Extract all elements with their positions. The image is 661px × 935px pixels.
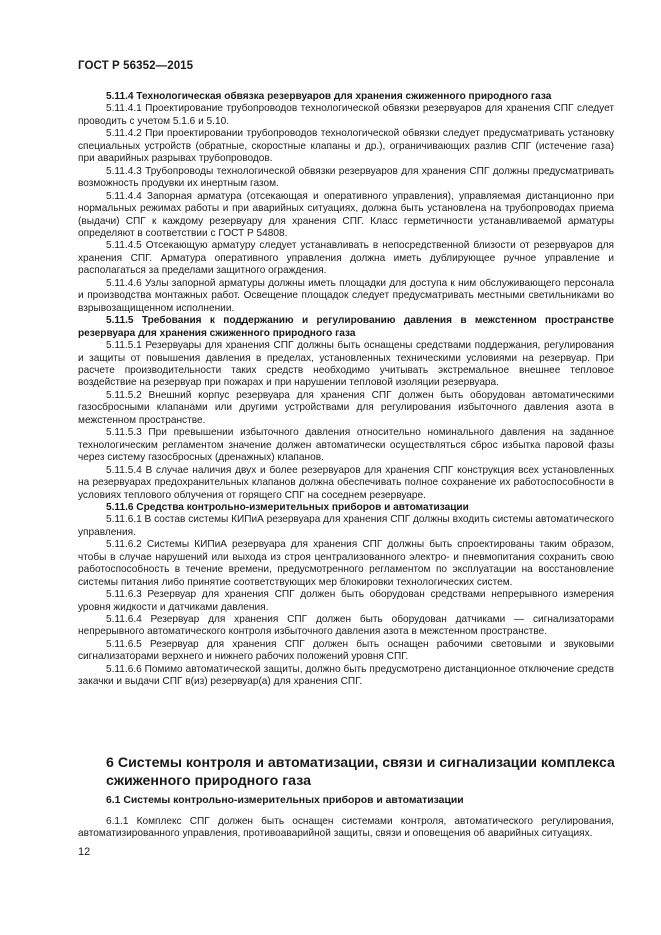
document-header: ГОСТ Р 56352—2015 bbox=[78, 60, 194, 72]
heading-5-11-4: 5.11.4 Технологическая обвязка резервуаров для хранения сжиженного природного газа bbox=[106, 91, 552, 102]
paragraph: 5.11.4.1 Проектирование трубопроводов технологической обвязки резервуаров для хранения СПГ следует проводить с учетом 5.1.6 и 5.10. bbox=[78, 103, 614, 127]
paragraph: 5.11.6.5 Резервуар для хранения СПГ должен быть оснащен рабочими световыми и звуковыми сигнализаторами верхнего и нижнего рабочих положений уровня СПГ. bbox=[78, 638, 614, 663]
paragraph: 5.11.4.3 Трубопроводы технологической обвязки резервуаров для хранения СПГ должны предусматривать возможность продувки их инертным газом. bbox=[78, 165, 614, 190]
paragraph: 5.11.5.2 Внешний корпус резервуара для хранения СПГ должен быть оборудован автоматическими газосбросными клапанами или другими устройствами для регулирования избыточного давления азота в межстенном пространстве. bbox=[78, 389, 614, 426]
paragraph: 5.11.6.6 Помимо автоматической защиты, должно быть предусмотрено дистанционное отключение средств закачки и выдачи СПГ в(из) резервуар(а) для хранения СПГ. bbox=[78, 663, 614, 688]
heading-5-11-5: 5.11.5 Требования к поддержанию и регулированию давления в межстенном пространстве резервуара для хранения сжиженного природного газа bbox=[78, 315, 614, 339]
page-number: 12 bbox=[78, 846, 91, 858]
document-body bbox=[78, 91, 614, 689]
paragraph: 5.11.6.2 Системы КИПиА резервуара для хранения СПГ должны быть спроектированы таким образом, чтобы в случае нарушений или выхода из строя централизованного электро- и пневмопитания сохранить свою работоспособность в течение времени, предусмотренного регламентом по эксплуатации на восстановление системы питания либо принятие соответствующих мер блокировки технологических систем. bbox=[78, 539, 614, 588]
paragraph: 5.11.6.1 В состав системы КИПиА резервуара для хранения СПГ должны входить системы автоматического управления. bbox=[78, 514, 614, 538]
paragraph: 5.11.5.3 При превышении избыточного давления относительно номинального давления на заданное технологическим регламентом значение должен автоматически осуществляться сброс избытка паровой фазы через систему газосбросных (дренажных) клапанов. bbox=[78, 427, 614, 464]
paragraph: 5.11.4.5 Отсекающую арматуру следует устанавливать в непосредственной близости от резервуаров для хранения СПГ. Арматура оперативного управления должна иметь дублирующее ручное управление и располагаться за пределами защитного ограждения. bbox=[78, 240, 614, 277]
heading-5-11-6: 5.11.6 Средства контрольно-измерительных приборов и автоматизации bbox=[106, 501, 469, 513]
paragraph: 5.11.4.6 Узлы запорной арматуры должны иметь площадки для доступа к ним обслуживающего персонала и производства монтажных работ. Освещение площадок следует предусматривать местными светильниками во взрывозащищенном исполнении. bbox=[78, 277, 614, 314]
paragraph: 5.11.5.4 В случае наличия двух и более резервуаров для хранения СПГ конструкция всех установленных на резервуарах предохранительных клапанов должна обеспечивать полное сохранение их работоспособности в условиях теплового облучения от горящего СПГ на соседнем резервуаре. bbox=[78, 464, 614, 501]
section-6-title: 6 Системы контроля и автоматизации, связи и сигнализации комплекса сжиженного природного газа bbox=[106, 755, 615, 789]
paragraph: 5.11.6.4 Резервуар для хранения СПГ должен быть оборудован датчиками — сигнализаторами непрерывного автоматического контроля избыточного давления азота в межстенном пространстве. bbox=[78, 614, 614, 638]
paragraph: 5.11.4.2 При проектировании трубопроводов технологической обвязки следует предусматривать установку специальных устройств (обратные, скоростные клапаны и др.), ограничивающих разлив СПГ (истечение газа) при аварийных разрывах трубопроводов. bbox=[78, 128, 614, 165]
paragraph: 5.11.5.1 Резервуары для хранения СПГ должны быть оснащены средствами поддержания, регулирования и защиты от повышения давления в пределах, установленных техническими условиями на резервуар. При расчете производительности таких средств необходимо учитывать экстремальное внешнее тепловое воздействие на резервуар при пожарах и при нарушении тепловой изоляции резервуара. bbox=[78, 340, 614, 389]
subsection-6-1-title: 6.1 Системы контрольно-измерительных приборов и автоматизации bbox=[106, 795, 464, 806]
paragraph: 5.11.4.4 Запорная арматура (отсекающая и оперативного управления), управляемая дистанционно при нормальных режимах работы и при аварийных ситуациях, должна быть установлена на трубопроводах приема (выдачи) СПГ к каждому резервуару для хранения СПГ. Класс герметичности устанавливаемой арматуры определяют в соответствии с ГОСТ Р 54808. bbox=[78, 190, 614, 239]
paragraph: 5.11.6.3 Резервуар для хранения СПГ должен быть оборудован средствами непрерывного измерения уровня жидкости и датчиками давления. bbox=[78, 589, 614, 613]
paragraph-6-1-1: 6.1.1 Комплекс СПГ должен быть оснащен системами контроля, автоматического регулирования, автоматизированного управления, противоаварийной защиты, связи и оповещения об аварийных ситуациях. bbox=[78, 816, 614, 840]
